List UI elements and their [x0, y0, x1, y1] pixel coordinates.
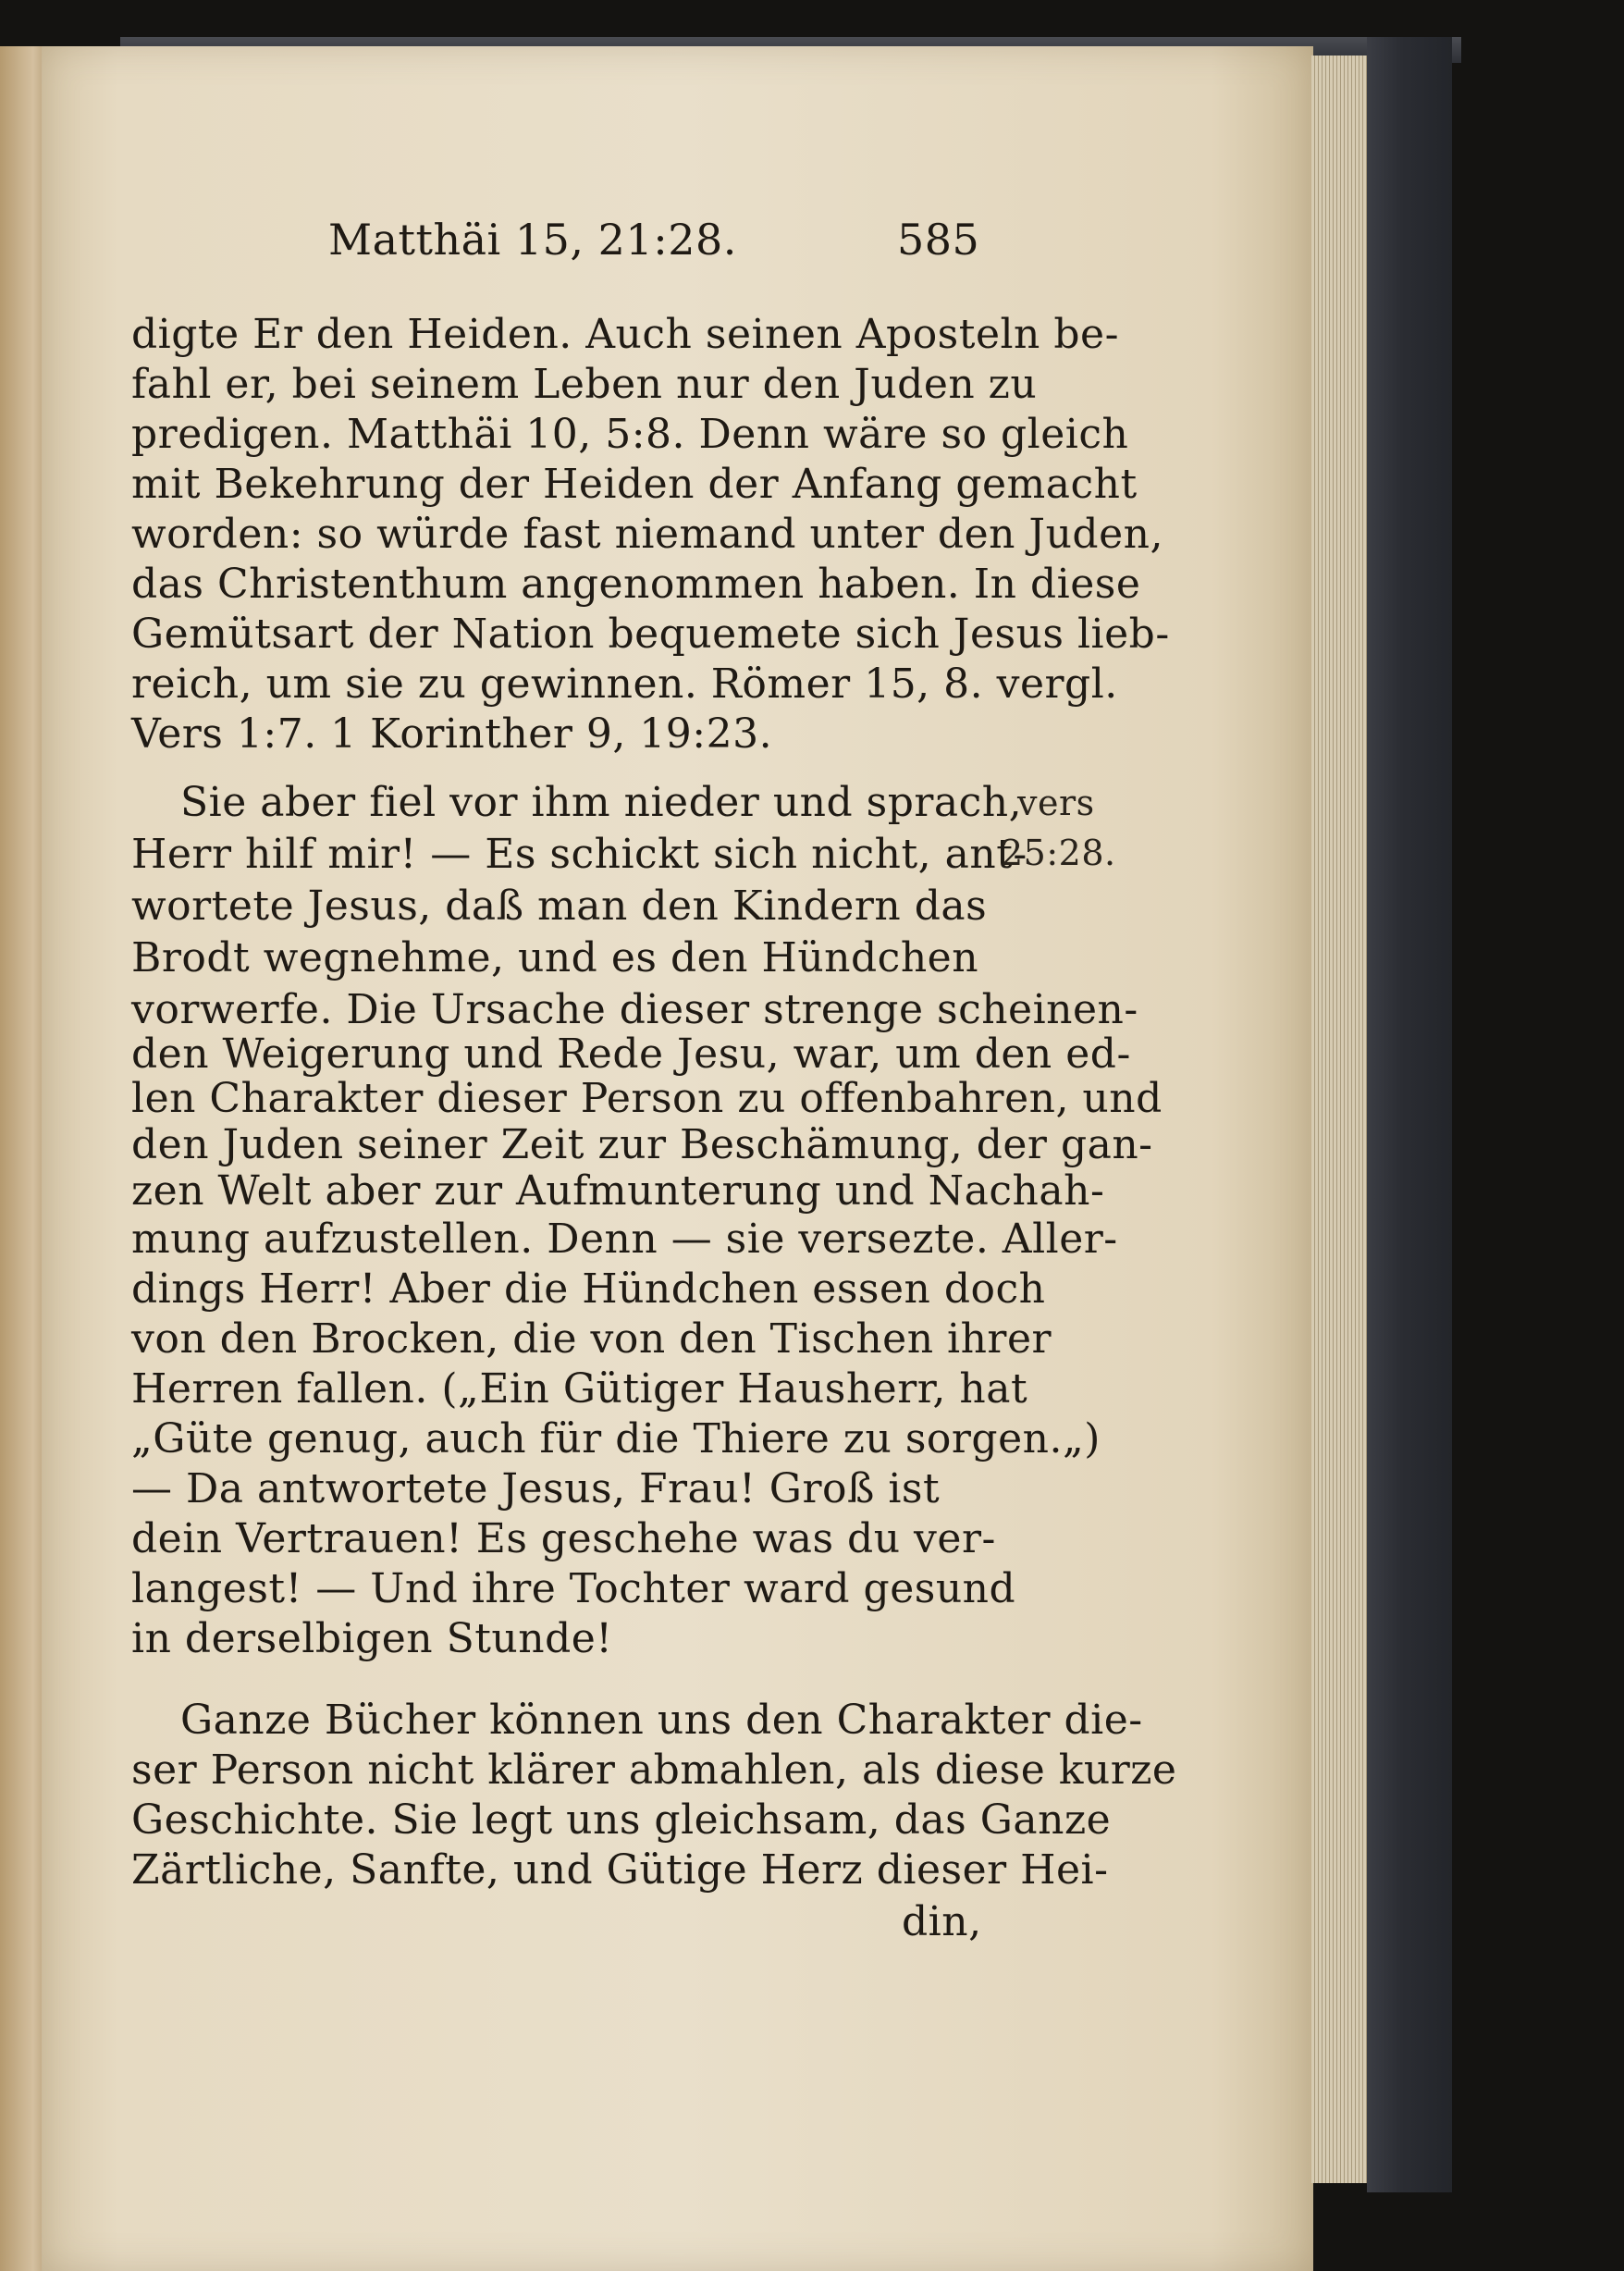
text-line: von den Brocken, die von den Tischen ihrer: [131, 1315, 1052, 1363]
text-line: Brodt wegnehme, und es den Hündchen: [131, 934, 979, 981]
text-line: Geschichte. Sie legt uns gleichsam, das Ganze: [131, 1796, 1112, 1844]
text-line: das Christenthum angenommen haben. In diese: [131, 561, 1141, 608]
text-line: reich, um sie zu gewinnen. Römer 15, 8. vergl.: [131, 660, 1118, 708]
text-line: den Juden seiner Zeit zur Beschämung, der gan-: [131, 1121, 1153, 1168]
text-line: digte Er den Heiden. Auch seinen Aposteln be-: [131, 311, 1119, 358]
text-line: Vers 1:7. 1 Korinther 9, 19:23.: [131, 710, 773, 758]
text-line: zen Welt aber zur Aufmunterung und Nachah-: [131, 1167, 1105, 1215]
book-cover-edge: [1367, 37, 1452, 2192]
text-line: „Güte genug, auch für die Thiere zu sorgen.„): [131, 1415, 1101, 1463]
text-line: worden: so würde fast niemand unter den Juden,: [131, 511, 1163, 558]
text-line: ser Person nicht klärer abmahlen, als diese kurze: [131, 1746, 1177, 1794]
catchword: din,: [902, 1898, 982, 1945]
margin-note: vers: [1017, 783, 1095, 823]
page-stack-edges: [1311, 56, 1367, 2183]
text-line: Zärtliche, Sanfte, und Gütige Herz dieser Hei-: [131, 1846, 1109, 1894]
text-line: den Weigerung und Rede Jesu, war, um den ed-: [131, 1031, 1131, 1078]
text-line: vorwerfe. Die Ursache dieser strenge scheinen-: [131, 986, 1138, 1033]
text-line: Herren fallen. („Ein Gütiger Hausherr, hat: [131, 1365, 1028, 1413]
text-line: wortete Jesus, daß man den Kindern das: [131, 882, 988, 930]
text-line: Herr hilf mir! — Es schickt sich nicht, ant-: [131, 831, 1027, 878]
text-line: langest! — Und ihre Tochter ward gesund: [131, 1565, 1016, 1612]
text-line: predigen. Matthäi 10, 5:8. Denn wäre so gleich: [131, 411, 1129, 458]
text-line: — Da antwortete Jesus, Frau! Groß ist: [131, 1465, 941, 1512]
text-line: len Charakter dieser Person zu offenbahren, und: [131, 1075, 1163, 1122]
page-number: 585: [897, 215, 980, 265]
running-header: Matthäi 15, 21:28.: [328, 215, 737, 265]
text-line: Ganze Bücher können uns den Charakter die-: [180, 1697, 1143, 1744]
text-line: dings Herr! Aber die Hündchen essen doch: [131, 1265, 1046, 1313]
text-line: mung aufzustellen. Denn — sie versezte. Aller-: [131, 1216, 1118, 1263]
text-line: fahl er, bei seinem Leben nur den Juden zu: [131, 361, 1038, 408]
text-line: mit Bekehrung der Heiden der Anfang gemacht: [131, 461, 1138, 508]
text-line: in derselbigen Stunde!: [131, 1615, 613, 1662]
text-line: Gemütsart der Nation bequemete sich Jesus lieb-: [131, 611, 1170, 658]
margin-note: 25:28.: [1001, 833, 1116, 873]
text-line: dein Vertrauen! Es geschehe was du ver-: [131, 1515, 996, 1562]
text-line: Sie aber fiel vor ihm nieder und sprach,: [180, 779, 1023, 826]
